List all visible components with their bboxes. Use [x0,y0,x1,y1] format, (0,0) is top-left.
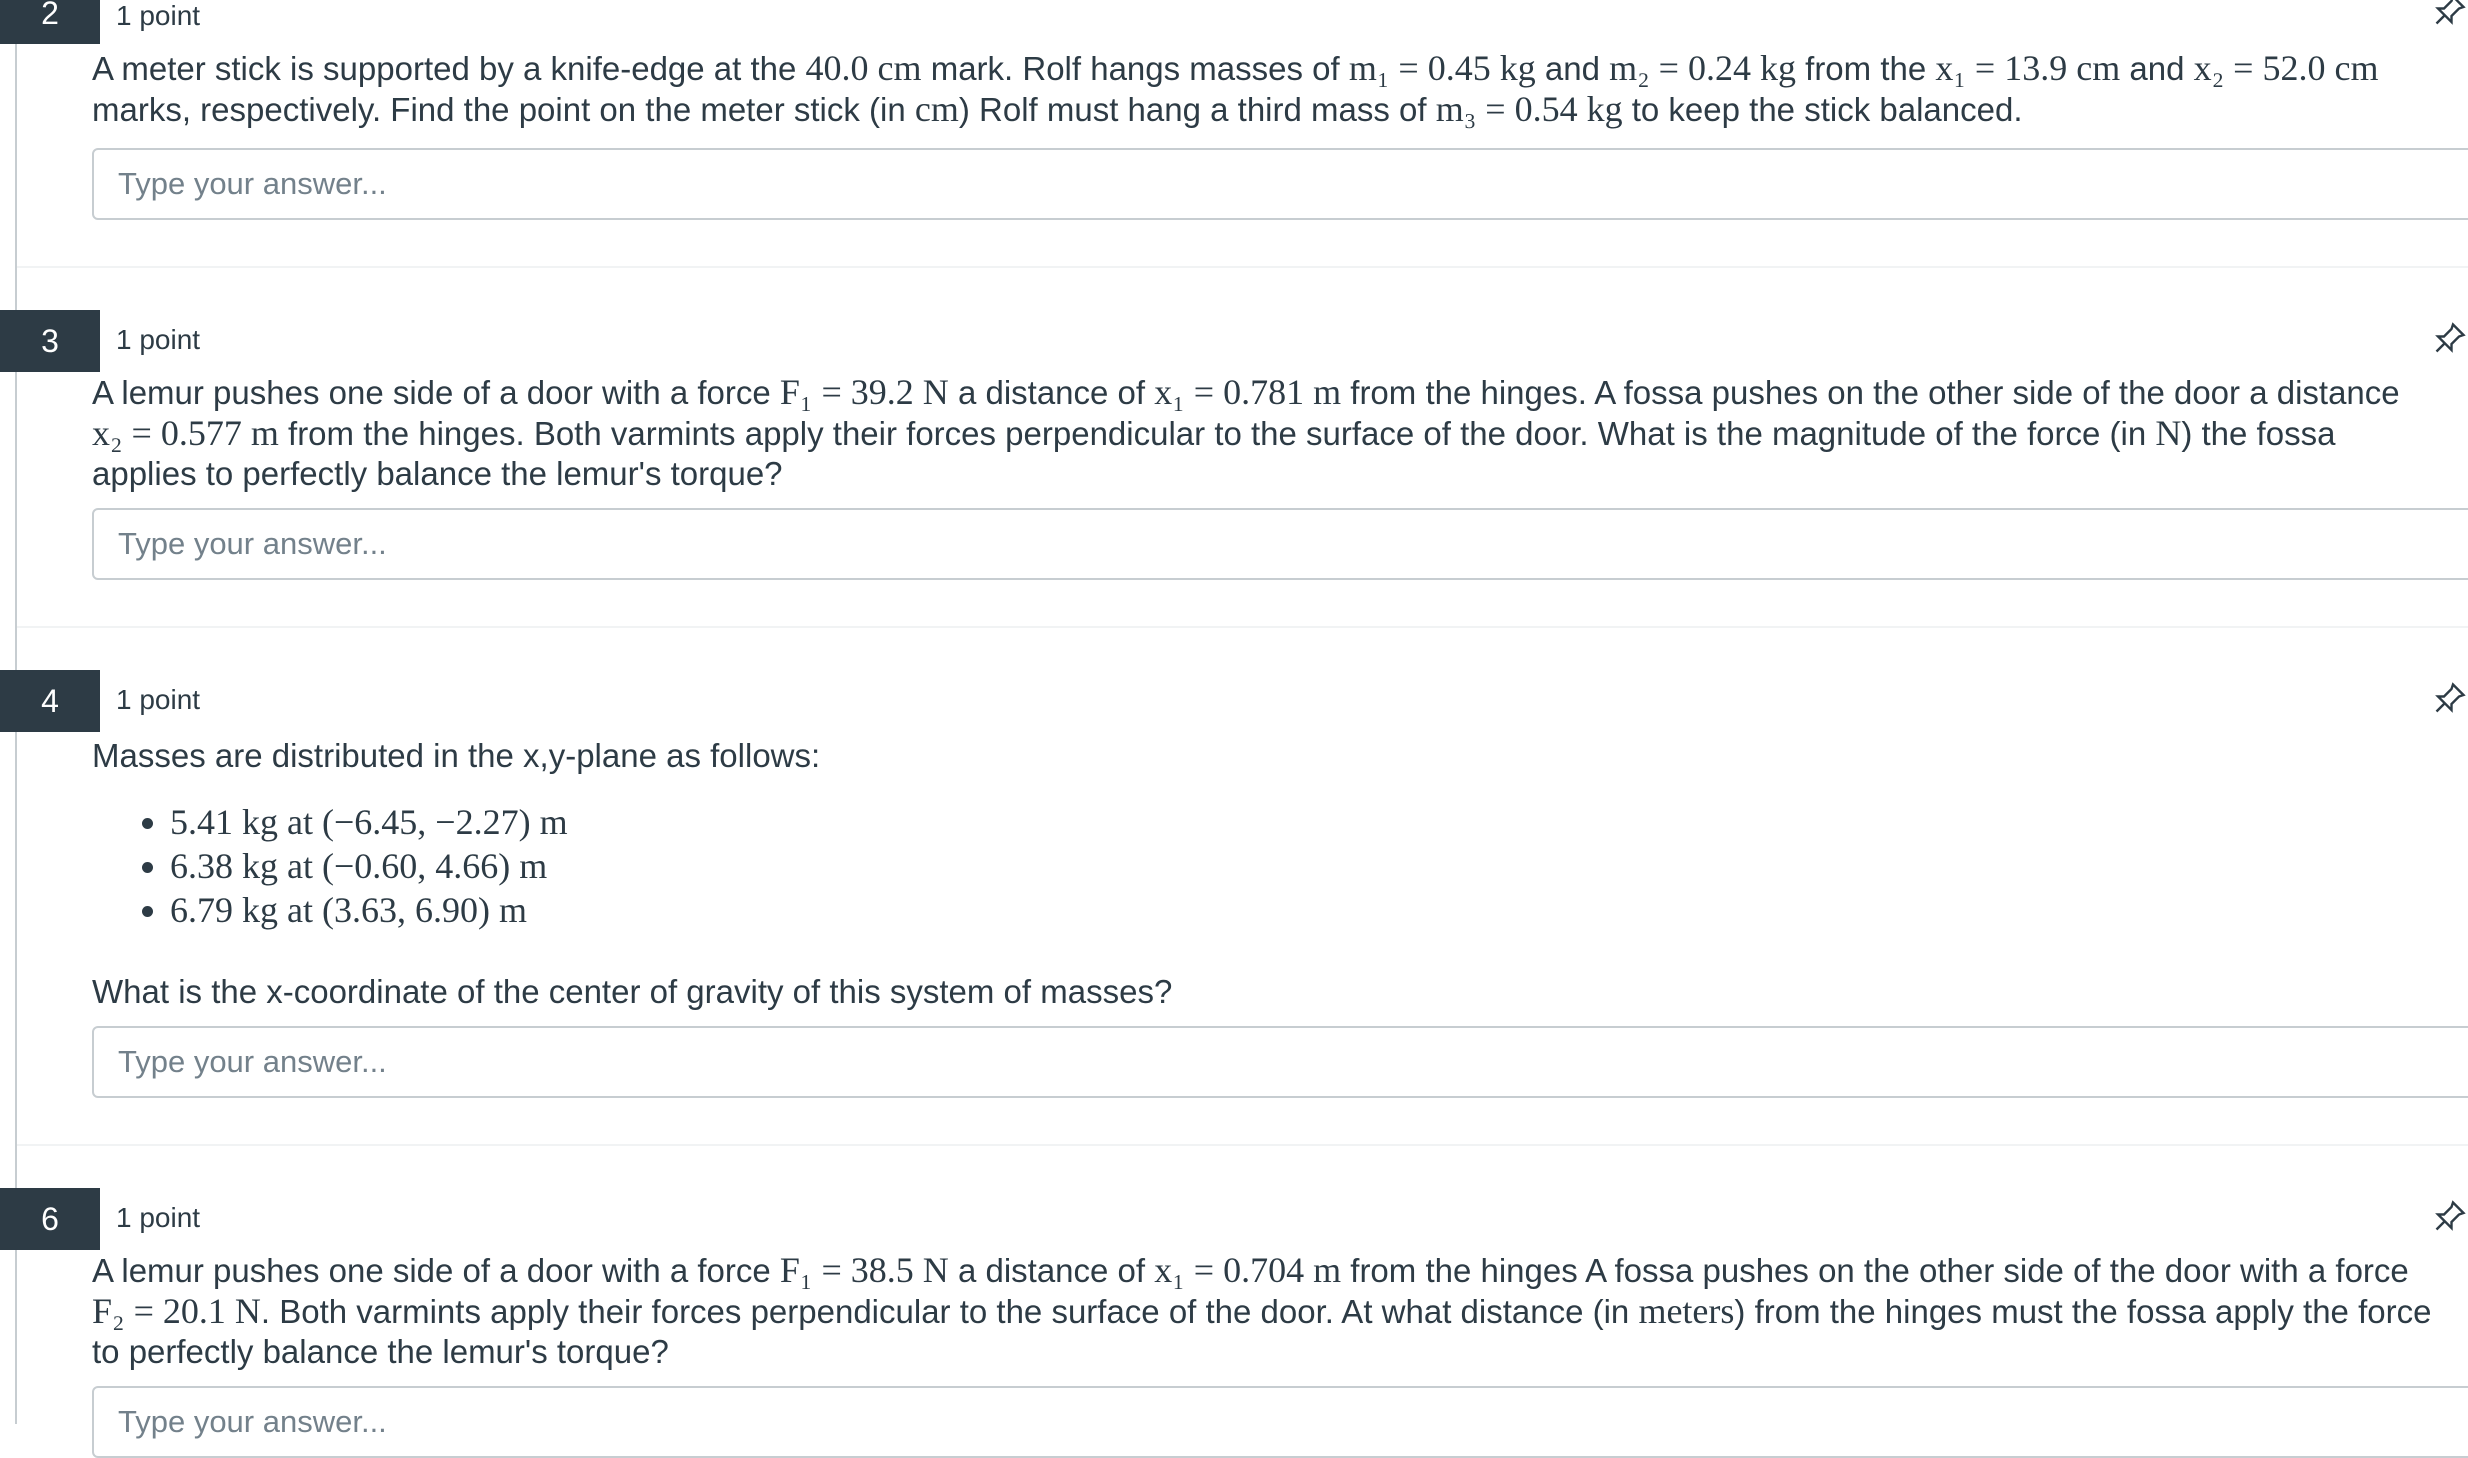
question-text: A lemur pushes one side of a door with a force F₁ = 39.2 N a distance of x₁ = 0.781 m from the hinges. A fossa pushes on the other side of the door a distance x₂ = 0.577 m from the hinges. Both varmints apply their forces perpendicular to the surface of the door. What is the magnitude of the force (in N) the fossa applies to perfectly balance the lemur's torque? [92,372,2400,492]
answer-field[interactable] [92,508,2468,580]
list-item: • 5.41 kg at (−6.45, −2.27) m [170,800,568,844]
pin-icon[interactable] [2432,1198,2468,1234]
answer-field[interactable] [92,1026,2468,1098]
question-points: 1 point [116,1202,201,1233]
list-item: • 6.38 kg at (−0.60, 4.66) m [170,844,568,888]
list-item: • 6.79 kg at (3.63, 6.90) m [170,888,568,932]
question-number: 4 [0,670,100,732]
question-prompt: What is the x-coordinate of the center of gravity of this system of masses? [92,973,1173,1010]
question-number: 6 [0,1188,100,1250]
pin-icon[interactable] [2432,680,2468,716]
question-intro: Masses are distributed in the x,y-plane as follows: [92,737,821,774]
question-points: 1 point [116,0,201,31]
answer-input[interactable] [94,1388,2468,1456]
question-points: 1 point [116,324,201,355]
mass-list [120,800,568,932]
answer-input[interactable] [94,150,2468,218]
question-number: 3 [0,310,100,372]
question-points: 1 point [116,684,201,715]
divider [17,266,2468,268]
answer-field[interactable] [92,1386,2468,1458]
answer-input[interactable] [94,1028,2468,1096]
question-text: A meter stick is supported by a knife-edge at the 40.0 cm mark. Rolf hangs masses of m₁ = 0.45 kg and m₂ = 0.24 kg from the x₁ = 13.9 cm and x₂ = 52.0 cm marks, respectively. Find the point on the meter stick (in cm) Rolf must hang a third mass of m₃ = 0.54 kg to keep the stick balanced. [92,48,2379,129]
answer-field[interactable] [92,148,2468,220]
pin-icon[interactable] [2432,0,2468,28]
pin-icon[interactable] [2432,320,2468,356]
divider [17,1144,2468,1146]
question-text: A lemur pushes one side of a door with a force F₁ = 38.5 N a distance of x₁ = 0.704 m from the hinges A fossa pushes on the other side of the door with a force F₂ = 20.1 N. Both varmints apply their forces perpendicular to the surface of the door. At what distance (in meters) from the hinges must the fossa apply the force to perfectly balance the lemur's torque? [92,1250,2432,1370]
divider [17,626,2468,628]
answer-input[interactable] [94,510,2468,578]
question-number: 2 [0,0,100,44]
